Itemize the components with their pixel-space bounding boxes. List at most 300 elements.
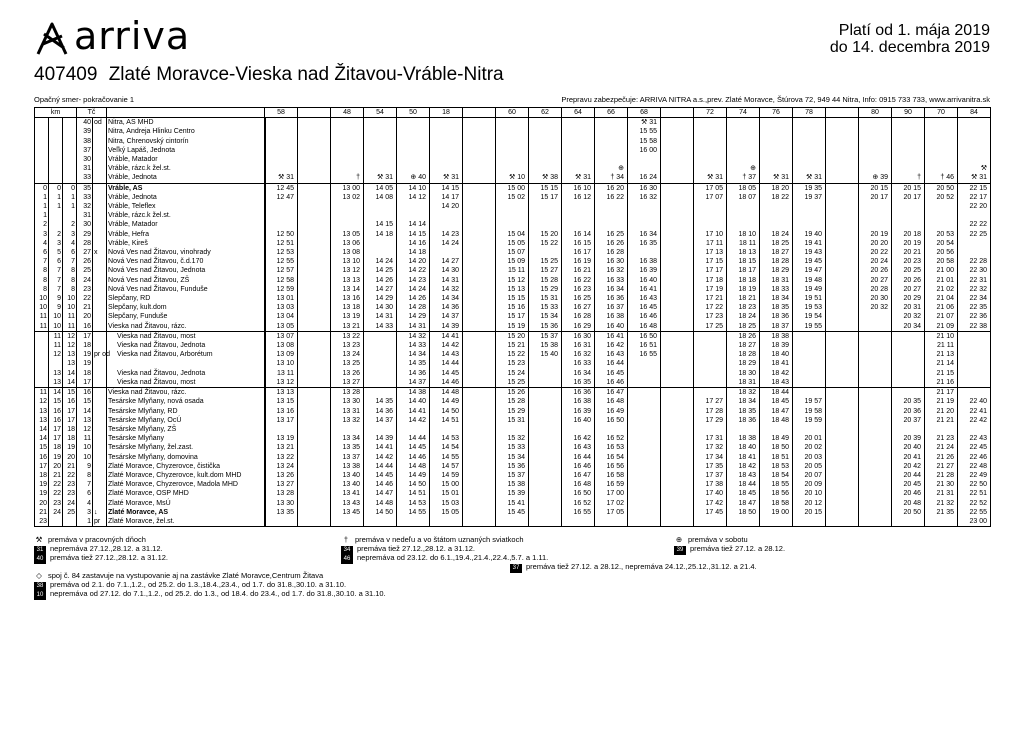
departure-time [463,331,496,341]
departure-time: 16 40 [562,416,595,425]
note-symbol: 10 [34,591,46,600]
trip-number-header: 78 [793,108,826,118]
departure-time: 13 19 [331,312,364,321]
km-value [63,211,77,220]
departure-time [694,146,727,155]
departure-time: ⚒ 31 [265,173,298,183]
departure-time [760,164,793,173]
departure-time [925,155,958,164]
departure-time: 14 41 [397,407,430,416]
stop-flag [93,462,107,471]
departure-time: 22 50 [958,480,991,489]
departure-time [727,118,760,128]
departure-time: 14 42 [397,416,430,425]
departure-time [463,416,496,425]
departure-time [562,164,595,173]
note-symbol: 31 [34,546,46,555]
departure-time: 18 56 [760,489,793,498]
departure-time [826,378,859,388]
departure-time: 15 29 [529,285,562,294]
departure-time: 15 25 [529,257,562,266]
departure-time [463,173,496,183]
departure-time: 21 16 [925,378,958,388]
departure-time: 18 13 [727,248,760,257]
departure-time [496,517,529,527]
departure-time: 16 36 [595,294,628,303]
tc-value: 28 [77,239,93,248]
departure-time: 20 19 [892,239,925,248]
departure-time: 16 43 [628,294,661,303]
departure-time: 18 39 [760,341,793,350]
departure-time: ⚒ 31 [793,173,826,183]
km-value: 12 [49,350,63,359]
station-name [107,359,265,368]
departure-time [265,146,298,155]
station-name: Slepčany, RD [107,294,265,303]
departure-time [628,248,661,257]
station-name: Vieska nad Žitavou, Jednota [107,369,265,378]
km-value: 13 [63,359,77,368]
departure-time: 13 07 [265,331,298,341]
departure-time [727,202,760,211]
departure-time: 21 27 [925,462,958,471]
departure-time [463,239,496,248]
departure-time [463,294,496,303]
departure-time [463,146,496,155]
tc-value: 13 [77,416,93,425]
km-value [49,164,63,173]
departure-time [397,517,430,527]
departure-time [463,378,496,388]
departure-time: 16 47 [562,471,595,480]
departure-time: 16 34 [628,230,661,239]
departure-time: 18 51 [760,453,793,462]
km-value: 19 [35,480,49,489]
departure-time: 14 44 [430,359,463,368]
tc-value: 24 [77,276,93,285]
departure-time: 16 46 [562,462,595,471]
tc-value: 33 [77,173,93,183]
departure-time: 18 25 [727,322,760,332]
departure-time [496,164,529,173]
departure-time [595,211,628,220]
departure-time [661,276,694,285]
departure-time: 14 26 [397,294,430,303]
departure-time: 21 17 [925,388,958,398]
departure-time [364,331,397,341]
departure-time: 21 00 [925,266,958,275]
departure-time [331,517,364,527]
departure-time: 20 19 [859,230,892,239]
km-value [35,331,49,341]
departure-time: ⊕ [727,164,760,173]
departure-time: 18 37 [760,322,793,332]
departure-time [529,499,562,508]
departure-time: 14 35 [397,359,430,368]
departure-time: 18 43 [727,471,760,480]
km-value [35,369,49,378]
departure-time [661,146,694,155]
departure-time [364,202,397,211]
km-value: 13 [49,369,63,378]
departure-time: 17 35 [694,462,727,471]
departure-time: 13 10 [265,359,298,368]
departure-time: 16 39 [562,407,595,416]
departure-time: 18 47 [727,499,760,508]
departure-time: 18 54 [760,471,793,480]
departure-time [529,425,562,434]
departure-time [628,453,661,462]
departure-time [463,397,496,406]
departure-time: 15 00 [496,183,529,193]
departure-time [958,350,991,359]
departure-time: 16 39 [628,266,661,275]
departure-time: 15 12 [496,276,529,285]
departure-time: 22 30 [958,266,991,275]
departure-time: 14 55 [397,508,430,517]
departure-time [298,369,331,378]
km-value: 22 [49,480,63,489]
departure-time [364,388,397,398]
note-text: nepremáva od 27.12. do 7.1.,1.2., od 25.2. do 1.3., od 18.4. do 23.4., od 1.7. do 31.8.,30.10. a 31.10. [50,589,386,598]
departure-time: 20 27 [859,276,892,285]
departure-time [892,378,925,388]
departure-time: 20 44 [892,471,925,480]
departure-time: 14 16 [397,239,430,248]
table-row [35,294,991,303]
departure-time: 14 18 [397,248,430,257]
departure-time: 20 18 [892,230,925,239]
trip-number-header: 54 [364,108,397,118]
km-value: 10 [63,294,77,303]
departure-time [694,164,727,173]
departure-time: 21 21 [925,416,958,425]
km-value: 6 [49,257,63,266]
departure-time: 17 31 [694,434,727,443]
departure-time [892,127,925,136]
tc-value: 14 [77,407,93,416]
km-value [35,127,49,136]
departure-time: 17 38 [694,480,727,489]
km-value [49,137,63,146]
departure-time: ⚒ 31 [430,173,463,183]
departure-time [298,137,331,146]
departure-time: 18 42 [727,462,760,471]
departure-time: 20 56 [925,248,958,257]
departure-time [826,453,859,462]
stop-flag [93,266,107,275]
departure-time: 15 36 [529,322,562,332]
tc-value: 39 [77,127,93,136]
departure-time [331,220,364,229]
departure-time: 18 24 [727,312,760,321]
table-row [35,266,991,275]
tc-value: 1 [77,517,93,527]
departure-time [694,202,727,211]
departure-time: 18 36 [727,416,760,425]
departure-time: 18 20 [760,183,793,193]
departure-time [826,425,859,434]
departure-time [298,220,331,229]
departure-time: 23 00 [958,517,991,527]
km-value: 15 [63,388,77,398]
departure-time [430,137,463,146]
km-header: km [35,108,77,118]
departure-time [892,369,925,378]
departure-time [529,462,562,471]
departure-time [826,127,859,136]
departure-time: 15 22 [529,239,562,248]
departure-time [859,489,892,498]
km-value: 7 [63,257,77,266]
departure-time: 14 31 [364,312,397,321]
departure-time [265,137,298,146]
km-value: 17 [63,416,77,425]
departure-time: 15 22 [496,350,529,359]
departure-time [727,155,760,164]
departure-time [298,118,331,128]
departure-time [859,480,892,489]
departure-time [397,425,430,434]
km-value: 14 [63,378,77,388]
departure-time [727,146,760,155]
departure-time: 16 23 [562,285,595,294]
km-value: 23 [63,480,77,489]
departure-time [793,388,826,398]
km-value: 7 [49,285,63,294]
departure-time: 16 36 [562,388,595,398]
departure-time [925,127,958,136]
departure-time: 19 57 [793,397,826,406]
departure-time [661,266,694,275]
departure-time: 14 34 [397,350,430,359]
departure-time [628,369,661,378]
departure-time [463,230,496,239]
departure-time: 14 54 [430,443,463,452]
departure-time [892,359,925,368]
km-value: 7 [49,276,63,285]
departure-time: 16 28 [595,248,628,257]
departure-time [265,164,298,173]
departure-time [463,359,496,368]
departure-time: 22 28 [958,257,991,266]
departure-time [595,202,628,211]
trip-number-header: 70 [925,108,958,118]
departure-time: 20 15 [892,183,925,193]
departure-time: 17 28 [694,407,727,416]
stop-flag [93,434,107,443]
departure-time [463,322,496,332]
stop-flag [93,173,107,183]
stop-flag [93,285,107,294]
departure-time: 14 39 [430,322,463,332]
departure-time: 15 05 [430,508,463,517]
departure-time [562,517,595,527]
departure-time [628,443,661,452]
departure-time [298,146,331,155]
tc-value: 10 [77,453,93,462]
departure-time: 13 14 [331,285,364,294]
station-name: Vieska nad Žitavou, Jednota [107,341,265,350]
departure-time: 13 35 [331,443,364,452]
departure-time [661,183,694,193]
departure-time: 14 15 [397,230,430,239]
departure-time: 16 59 [595,480,628,489]
note-text: premáva tiež 27.12.,28.12. a 31.12. [50,553,168,562]
departure-time: 13 16 [265,407,298,416]
station-name: Vráble, Matador [107,155,265,164]
departure-time: 14 30 [430,266,463,275]
departure-time: 16 22 [562,276,595,285]
departure-time [562,127,595,136]
departure-time: 15 40 [529,350,562,359]
tc-value: 38 [77,137,93,146]
departure-time: 14 23 [430,230,463,239]
departure-time: 14 46 [397,453,430,462]
departure-time: 16 10 [562,183,595,193]
stop-flag [93,193,107,202]
departure-time: 20 05 [793,462,826,471]
km-value: 11 [49,331,63,341]
departure-time [529,508,562,517]
departure-time: 18 44 [760,388,793,398]
departure-time [463,285,496,294]
departure-time: 20 03 [793,453,826,462]
station-name: Zlaté Moravce, MsÚ [107,499,265,508]
departure-time: 18 34 [760,294,793,303]
note-symbol: ⊕ [675,535,683,544]
departure-time [298,350,331,359]
km-value: 8 [63,285,77,294]
departure-time [859,164,892,173]
departure-time [826,397,859,406]
departure-time [826,416,859,425]
departure-time: 16 55 [562,508,595,517]
departure-time: 18 50 [760,443,793,452]
km-value [49,359,63,368]
departure-time [463,443,496,452]
departure-time [826,489,859,498]
departure-time: 18 55 [760,480,793,489]
km-value [63,155,77,164]
departure-time: 20 12 [793,499,826,508]
departure-time [793,202,826,211]
sub-header [34,95,990,104]
tc-value: 22 [77,294,93,303]
departure-time: 22 31 [958,276,991,285]
timetable-body [35,118,991,527]
station-name: Nitra, Chrenovský cintorín [107,137,265,146]
departure-time [892,331,925,341]
departure-time [925,202,958,211]
departure-time [364,517,397,527]
departure-time [727,220,760,229]
departure-time: 14 44 [364,462,397,471]
departure-time: 14 43 [430,350,463,359]
departure-time: 14 33 [397,341,430,350]
departure-time: 15 58 [628,137,661,146]
km-value: 21 [35,508,49,517]
station-name: Tesárske Mlyňany [107,434,265,443]
departure-time: 14 40 [397,397,430,406]
departure-time [958,146,991,155]
departure-time: 14 31 [397,322,430,332]
km-value: 13 [63,350,77,359]
departure-time: 20 07 [793,471,826,480]
departure-time: 18 11 [727,239,760,248]
km-value [35,378,49,388]
departure-time: 17 07 [694,193,727,202]
departure-time [628,508,661,517]
departure-time [760,202,793,211]
departure-time [892,164,925,173]
note-text: premáva od 2.1. do 7.1.,1.2., od 25.2. do 1.3.,18.4.,23.4., od 1.7. do 31.8.,30.10. a 31.10. [50,580,347,589]
departure-time [364,146,397,155]
departure-time: 21 11 [925,341,958,350]
departure-time [529,517,562,527]
departure-time [793,369,826,378]
departure-time [661,331,694,341]
departure-time: 21 30 [925,480,958,489]
departure-time: 22 36 [958,312,991,321]
departure-time: 13 13 [331,276,364,285]
km-value: 12 [35,397,49,406]
departure-time: 15 31 [496,416,529,425]
departure-time: 14 42 [364,453,397,462]
departure-time [430,155,463,164]
tc-value: 23 [77,285,93,294]
departure-time: 13 08 [331,248,364,257]
trip-number-header [826,108,859,118]
trip-number-header: 76 [760,108,793,118]
departure-time [628,164,661,173]
departure-time [496,220,529,229]
departure-time [925,137,958,146]
departure-time [694,127,727,136]
departure-time: 15 20 [496,331,529,341]
departure-time: 16 29 [562,322,595,332]
departure-time: 18 10 [727,230,760,239]
departure-time [958,155,991,164]
departure-time [430,248,463,257]
departure-time: 16 21 [562,266,595,275]
departure-time: 16 15 [562,239,595,248]
departure-time: 16 40 [628,276,661,285]
departure-time [694,517,727,527]
line-title [34,64,504,86]
departure-time [826,146,859,155]
stop-flag: pr [93,517,107,527]
departure-time: 13 37 [331,453,364,462]
departure-time [463,266,496,275]
departure-time: 20 39 [892,434,925,443]
departure-time: 22 49 [958,471,991,480]
tc-value: 19 [77,350,93,359]
departure-time [298,183,331,193]
tc-value: 25 [77,266,93,275]
departure-time: 14 32 [397,331,430,341]
departure-time: 15 17 [496,312,529,321]
arriva-logo [34,14,224,60]
km-value: 5 [49,248,63,257]
departure-time: 16 54 [595,453,628,462]
departure-time: 20 25 [892,266,925,275]
departure-time: 16 46 [628,312,661,321]
table-row [35,239,991,248]
departure-time [298,517,331,527]
departure-time: 18 35 [727,407,760,416]
departure-time: 15 55 [628,127,661,136]
